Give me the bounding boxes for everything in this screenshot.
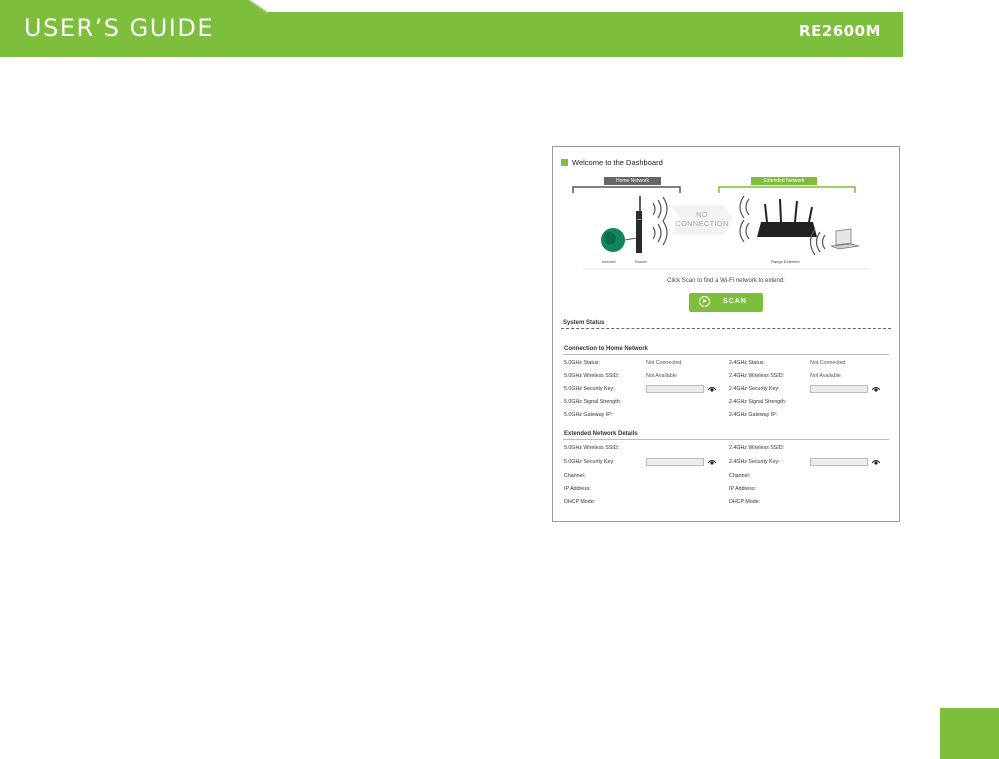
guide-title: USER’S GUIDE xyxy=(24,14,215,42)
system-status-title: System Status xyxy=(563,320,605,326)
show-password-eye-icon[interactable] xyxy=(872,459,880,465)
field-value: Not Available xyxy=(646,373,677,379)
field-value: Not Connected xyxy=(810,360,846,366)
show-password-eye-icon[interactable] xyxy=(872,386,880,392)
extended-network-label: Extended Network xyxy=(763,178,805,184)
dashboard-screenshot xyxy=(552,146,900,522)
field-label: 2.4GHz Wireless SSID: xyxy=(729,373,785,379)
field-label: Channel: xyxy=(729,473,751,479)
field-label: 2.4GHz Status: xyxy=(729,360,765,366)
field-label: 5.0GHz Security Key: xyxy=(564,459,615,465)
extender-wave-icon xyxy=(740,196,749,218)
system-status-divider xyxy=(561,328,891,329)
header-banner xyxy=(0,0,903,57)
laptop-icon xyxy=(836,229,851,245)
router-wave-icon xyxy=(653,197,667,221)
no-connection-line1: NO xyxy=(696,210,708,219)
security-key-field[interactable] xyxy=(646,385,704,393)
field-label: 2.4GHz Security Key: xyxy=(729,459,780,465)
dashboard-welcome-text: Welcome to the Dashboard xyxy=(572,158,663,167)
network-diagram xyxy=(553,147,899,272)
field-label: 5.0GHz Status: xyxy=(564,360,600,366)
home-network-label: Home Network xyxy=(615,178,650,184)
no-connection-line2: CONNECTION xyxy=(675,219,729,228)
home-network-bracket xyxy=(573,187,680,193)
internet-label: Internet xyxy=(602,259,616,264)
range-extender-label: Range Extender xyxy=(771,259,800,264)
security-key-field[interactable] xyxy=(646,458,704,466)
field-label: 5.0GHz Signal Strength: xyxy=(564,399,622,405)
field-label: 5.0GHz Wireless SSID: xyxy=(564,445,620,451)
show-password-eye-icon[interactable] xyxy=(708,386,716,392)
field-label: 2.4GHz Wireless SSID: xyxy=(729,445,785,451)
field-label: 5.0GHz Gateway IP: xyxy=(564,412,613,418)
field-label: 2.4GHz Signal Strength: xyxy=(729,399,787,405)
range-extender-icon xyxy=(757,222,817,237)
extended-section-title: Extended Network Details xyxy=(564,431,638,437)
extended-network-bracket xyxy=(719,187,855,193)
field-label: IP Address: xyxy=(564,486,591,492)
extended-section-divider xyxy=(563,439,889,440)
home-section-divider xyxy=(563,354,889,355)
router-label: Router xyxy=(635,259,648,264)
field-label: 2.4GHz Gateway IP: xyxy=(729,412,778,418)
security-key-field[interactable] xyxy=(810,385,868,393)
field-label: DHCP Mode: xyxy=(729,499,761,505)
field-label: 5.0GHz Security Key: xyxy=(564,386,615,392)
router-icon xyxy=(636,211,642,253)
show-password-eye-icon[interactable] xyxy=(708,459,716,465)
security-key-field[interactable] xyxy=(810,458,868,466)
field-label: DHCP Mode: xyxy=(564,499,596,505)
model-name: RE2600M xyxy=(799,22,881,40)
play-icon xyxy=(699,296,710,307)
field-label: 2.4GHz Security Key: xyxy=(729,386,780,392)
scan-button[interactable] xyxy=(689,293,763,312)
home-section-title: Connection to Home Network xyxy=(564,346,649,352)
scan-button-label: SCAN xyxy=(723,298,747,305)
scan-prompt: Click Scan to find a Wi-Fi network to extend: xyxy=(667,278,785,284)
field-label: 5.0GHz Wireless SSID: xyxy=(564,373,620,379)
field-label: IP Address: xyxy=(729,486,756,492)
laptop-wave-icon xyxy=(811,229,826,255)
field-label: Channel: xyxy=(564,473,586,479)
field-value: Not Connected xyxy=(646,360,682,366)
no-connection-text xyxy=(673,210,731,228)
field-value: Not Available xyxy=(810,373,841,379)
page-corner-marker xyxy=(940,708,999,759)
